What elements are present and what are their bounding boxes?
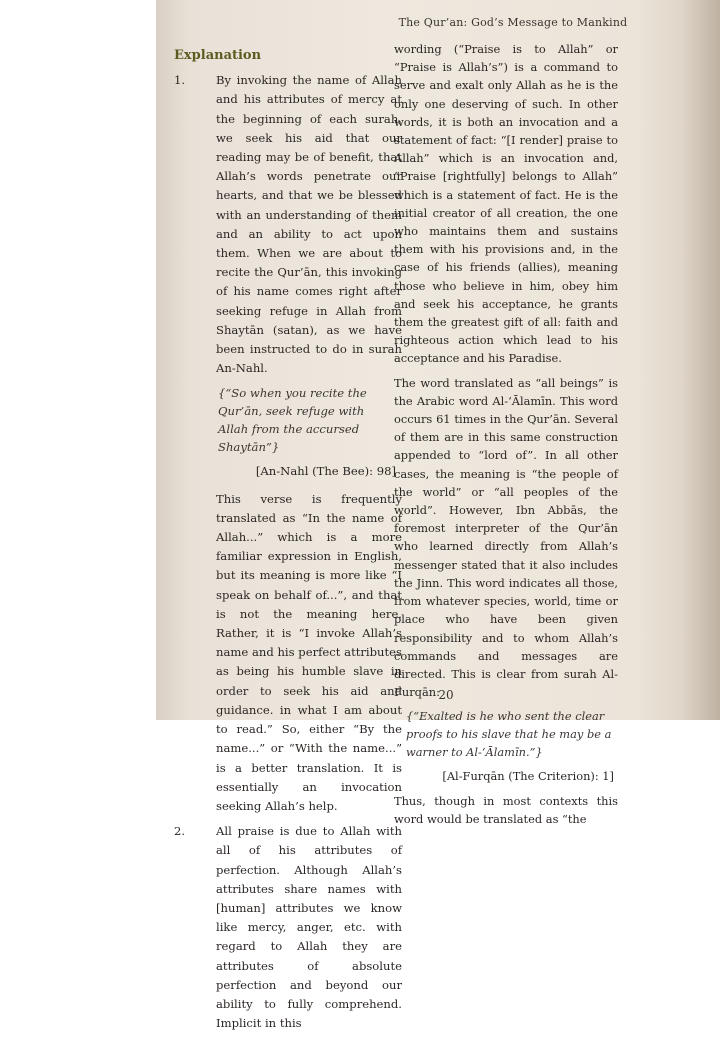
item-number: 1.: [174, 73, 186, 88]
explanation-paragraph: This verse is frequently translated as “In the name of Allah...” which is a more familiar expression in English, but its meaning is more like “I speak on behalf of...”, and that is not the meaning here. Rather, it is “I invoke Allah’s name and his perfect attributes as being his humble slave in order to seek his aid and guidance. in what I am about to read.” So, either “By the name...” or “With the name...” is a better translation. It is essentially an invocation seeking Allah’s help.: [216, 491, 402, 813]
running-header: The Qur’an: God’s Message to Mankind: [398, 16, 628, 29]
list-item-1: [174, 71, 402, 378]
verse-reference: [Al-Furqān (The Criterion): 1]: [442, 769, 614, 784]
verse-quote: {“So when you recite the Qur’ān, seek refuge with Allah from the accursed Shaytān”}: [218, 386, 367, 455]
item-text: All praise is due to Allah with all of his attributes of perfection. Although Allah’s attributes share names with [human] attributes we know like mercy, anger, etc. with regard to Allah they are attributes of absolute perfection and beyond our ability to fully comprehend. Implicit in this: [216, 824, 402, 1031]
section-title: Explanation: [174, 48, 262, 63]
item-text: By invoking the name of Allah and his attributes of mercy at the beginning of each surah, we seek his aid that our reading may be of benefit, that Allah’s words penetrate our hearts, and that we be blessed with an understanding of them and an ability to act upon them. When we are about to recite the Qur’ān, this invoking of his name comes right after seeking refuge in Allah from Shaytān (satan), as we have been instructed to do in surah An-Nahl.: [216, 73, 402, 376]
left-column: [174, 40, 402, 1039]
page-fold-shadow: [680, 0, 720, 720]
paragraph: Thus, though in most contexts this word would be translated as “the: [394, 793, 618, 826]
list-item-2: [174, 822, 402, 1033]
verse-reference: [An-Nahl (The Bee): 98]: [255, 464, 396, 479]
right-column: [394, 40, 618, 834]
item-number: 2.: [174, 824, 186, 839]
book-page: [156, 0, 720, 1031]
paragraph: The word translated as “all beings” is the Arabic word Al-‘Ālamīn. This word occurs 61 times in the Qur’ān. Several of them are in this same construction appended to “lord of”. In all other cases, the meaning is “the people of the world” or “all peoples of the world”. However, Ibn Abbās, the foremost interpreter of the Qur’ān who learned directly from Allah’s messenger stated that it also includes the Jinn. This word indicates all those, from whatever species, world, time or place who have been given responsibility and to whom Allah’s commands and messages are directed. This is clear from surah Al-Furqān:: [394, 375, 618, 700]
verse-quote: {“Exalted is he who sent the clear proofs to his slave that he may be a warner to Al-‘Ālamīn.”}: [406, 709, 612, 760]
paragraph: wording (“Praise is to Allah” or “Praise is Allah’s”) is a command to serve and exalt only Allah as he is the only one deserving of such. In other words, it is both an invocation and a statement of fact: “[I render] praise to Allah” which is an invocation and, “Praise [rightfully] belongs to Allah” which is a statement of fact. He is the initial creator of all creation, the one who maintains them and sustains them with his provisions and, in the case of his friends (allies), meaning those who believe in him, obey him and seek his acceptance, he grants them the greatest gift of all: faith and righteous action which lead to his acceptance and his Paradise.: [394, 42, 618, 366]
page-number: 20: [438, 688, 454, 702]
